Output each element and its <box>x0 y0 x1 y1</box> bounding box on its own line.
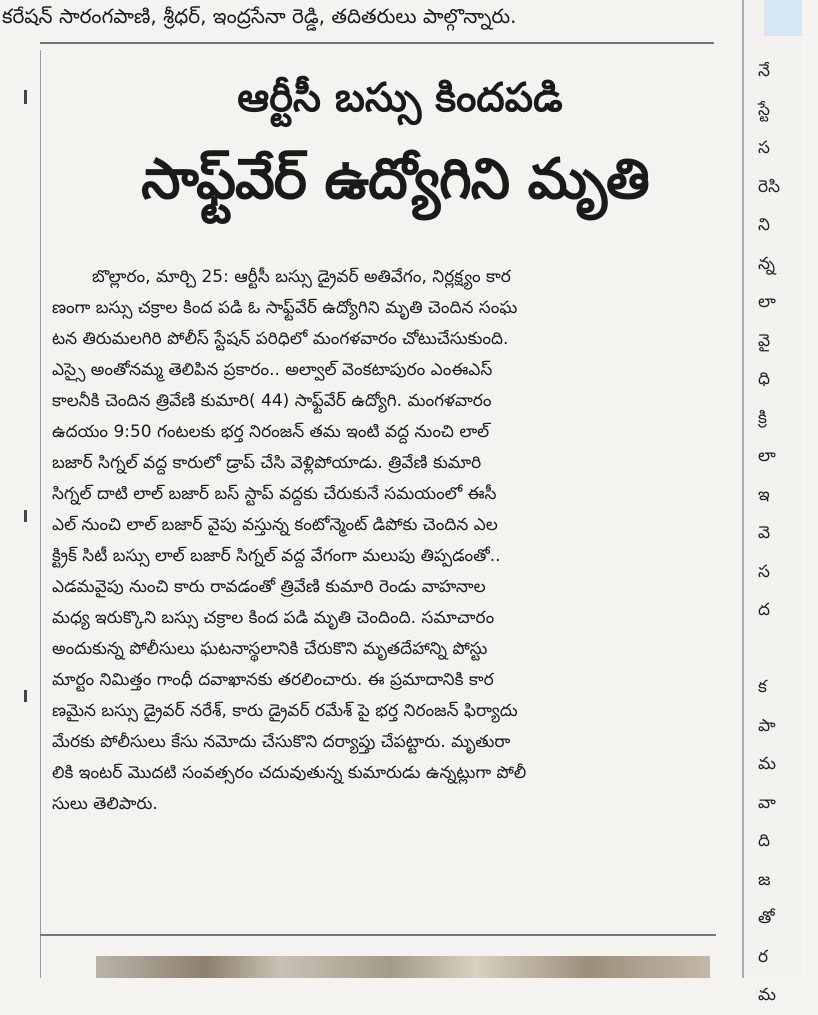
section-divider-top <box>40 42 714 44</box>
article-line: ఎడమవైపు నుంచి కారు రావడంతో త్రివేణి కుమారి రెండు వాహనాల <box>52 577 486 597</box>
left-column-mark <box>24 690 27 702</box>
article-line: ఉదయం 9:50 గంటలకు భర్త నిరంజన్ తమ ఇంటి వద్ద నుంచి లాల్ <box>52 422 490 442</box>
article-line: ఎల్ నుంచి లాల్ బజార్ వైపు వస్తున్న కంటోన్మెంట్ డిపోకు చెందిన ఎల <box>52 515 498 535</box>
article-line: క్ట్రిక్ సిటీ బస్సు లాల్ బజార్ సిగ్నల్ వద్ద వేగంగా మలుపు తిప్పడంతో.. <box>52 546 501 566</box>
headline-main: సాఫ్ట్‌వేర్ ఉద్యోగిని మృతి <box>141 147 649 212</box>
left-column-mark <box>24 510 27 522</box>
headline-kicker: ఆర్టీసీ బస్సు కిందపడి <box>237 75 563 121</box>
article-line: సులు తెలిపారు. <box>52 794 158 814</box>
article-line: కాలనీకి చెందిన త్రివేణి కుమారి( 44) సాఫ్ట్‌వేర్ ఉద్యోగి. మంగళవారం <box>52 391 492 411</box>
article-line: ణంగా బస్సు చక్రాల కింద పడి ఓ సాఫ్ట్‌వేర్ ఉద్యోగిని మృతి చెందిన సంఘ <box>52 298 518 318</box>
article-line: అందుకున్న పోలీసులు ఘటనాస్థలానికి చేరుకొని మృతదేహాన్ని పోస్టు <box>52 639 488 659</box>
article-body <box>52 262 716 820</box>
article-line: మార్టం నిమిత్తం గాంధీ దవాఖానకు తరలించారు. ఈ ప్రమాదానికి కార <box>52 670 494 690</box>
article-line: బొల్లారం, మార్చి 25: ఆర్టీసీ బస్సు డ్రైవర్ అతివేగం, నిర్లక్ష్యం కార <box>92 267 511 287</box>
section-divider-bottom <box>40 934 716 936</box>
adjacent-article-text: నే స్టే స రెసి ని న్న లా వై ధి క్రి లా ఇ వె స ద క పా మ వా ది జ తో ర మ <box>758 61 781 1005</box>
adjacent-article-column <box>742 0 802 1005</box>
article-line: మేరకు పోలీసులు కేసు నమోదు చేసుకొని దర్యాప్తు చేపట్టారు. మృతురా <box>52 732 511 752</box>
article-line: మధ్య ఇరుక్కొని బస్సు చక్రాల కింద పడి మృతి చెందింది. సమాచారం <box>52 608 495 628</box>
left-column-mark <box>24 90 27 104</box>
article-line: లికి ఇంటర్ మొదటి సంవత్సరం చదువుతున్న కుమారుడు ఉన్నట్లుగా పోలీ <box>52 763 527 783</box>
next-article-photo <box>96 956 710 978</box>
previous-article-tail: కరేషన్ సారంగపాణి, శ్రీధర్, ఇంద్రసేనా రెడ్డి, తదితరులు పాల్గొన్నారు. <box>2 4 517 28</box>
article-line: ఎస్సై అంతోనమ్మ తెలిపిన ప్రకారం.. అల్వాల్ వెంకటాపురం ఎంఈఎస్ <box>52 360 493 380</box>
article-line: బజార్ సిగ్నల్ వద్ద కారులో డ్రాప్ చేసి వెళ్లిపోయాడు. త్రివేణి కుమారి <box>52 453 482 473</box>
article-line: ణమైన బస్సు డ్రైవర్ నరేశ్, కారు డ్రైవర్ రమేశ్ పై భర్త నిరంజన్ ఫిర్యాదు <box>52 701 518 721</box>
article-line: టన తిరుమలగిరి పోలీస్ స్టేషన్ పరిధిలో మంగళవారం చోటుచేసుకుంది. <box>52 329 509 349</box>
left-column-edge <box>0 50 41 978</box>
article-line: సిగ్నల్ దాటి లాల్ బజార్ బస్ స్టాప్ వద్దకు చేరుకునే సమయంలో ఈసీ <box>52 484 497 504</box>
adjacent-column-band <box>764 0 802 36</box>
